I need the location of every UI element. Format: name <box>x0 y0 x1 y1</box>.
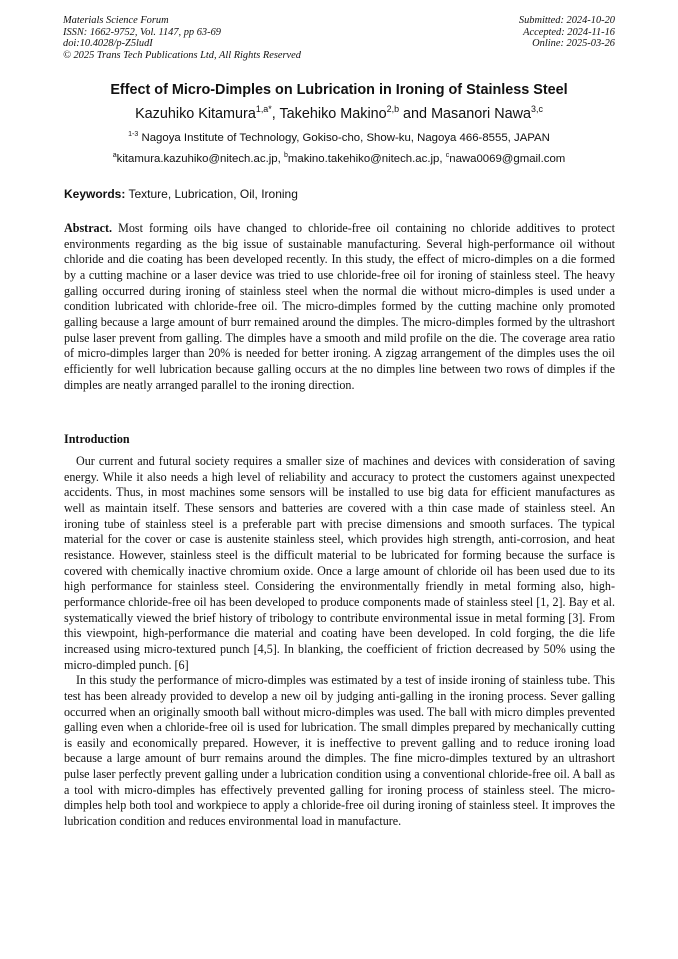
publication-dates <box>519 15 615 50</box>
author-list <box>0 105 678 123</box>
accepted-date: Accepted: 2024-11-16 <box>523 26 615 38</box>
copyright-line: © 2025 Trans Tech Publications Ltd, All Rights Reserved <box>63 50 301 62</box>
introduction-paragraph-2: In this study the performance of micro-dimples was estimated by a test of inside ironing of stainless tube. This test has been already provided to develop a new oil by judging anti-galling in the ironing process. Sever galling occurred when an originally smooth ball without micro-dimples was used. The ball with micro dimples prevented galling even when a chloride-free oil is used for lubrication. The small dimples prepared by mechanically cutting is easily and economically prepared. However, it is ineffective to prevent galling and to reduce ironing load because a large amount of burr remains around the dimples. The fine micro-dimples textured by an ultrashort pulse laser perfectly prevent galling under a lubrication condition using a conventional chloride-free oil. A ball as a tool with micro-dimples has effectively prevented galling for ironing process of stainless steel. The micro-dimples help both tool and workpiece to apply a chloride-free oil during ironing of stainless steel. It improves the lubrication condition and reduces environmental load in manufacture. <box>64 673 615 829</box>
doi-line: doi:10.4028/p-Z5ludI <box>63 38 153 50</box>
author-affil-mark: 1,a* <box>255 104 272 115</box>
abstract-paragraph <box>64 221 615 393</box>
online-date: Online: 2025-03-26 <box>532 38 615 50</box>
affiliation-mark: 1-3 <box>128 131 139 139</box>
journal-info <box>63 15 301 62</box>
keywords-label: Keywords: <box>64 187 126 201</box>
abstract-text: Most forming oils have changed to chloride-free oil containing no chloride additives to protect environments regarding as the big issue of sustainable manufacturing. Several high-performance oil without chloride and die coating has been developed recently. In this study, the effect of micro-dimples on a die formed by a cutting machine or a laser device was tried to use chloride-free oil for ironing of stainless steel. The heavy galling occurred during ironing of stainless steel when the normal die without micro-dimples is used under a condition lubricated with chloride-free oil. The micro-dimples formed by the cutting machine only promoted galling because a large amount of burr remained around the dimples. The micro-dimples formed by the ultrashort pulse laser prevent from galling. The dimples have a smooth and mild profile on the die. The coverage area ratio of micro-dimples larger than 20% is needed for better ironing. A zigzag arrangement of the dimples uses the oil efficiently for well lubrication because galling occurs at the no dimples line between two rows of dimples if the dimples are neatly arranged parallel to the ironing direction. <box>64 221 615 392</box>
affiliation <box>0 131 678 145</box>
email-mark: a <box>112 152 117 160</box>
issn-line: ISSN: 1662-9752, Vol. 1147, pp 63-69 <box>63 26 221 38</box>
keywords-value: Texture, Lubrication, Oil, Ironing <box>125 187 298 201</box>
email-mark: c <box>445 152 450 160</box>
author-affil-mark: 3,c <box>531 104 543 115</box>
author-separator: and <box>399 106 432 122</box>
section-heading-introduction: Introduction <box>64 432 130 446</box>
abstract <box>64 221 615 393</box>
email-link[interactable]: makino.takehiko@nitech.ac.jp, <box>287 153 446 165</box>
author-emails <box>0 152 678 166</box>
journal-name: Materials Science Forum <box>63 15 169 26</box>
paper-title: Effect of Micro-Dimples on Lubrication in Ironing of Stainless Steel <box>110 82 568 98</box>
email-link[interactable]: nawa0069@gmail.com <box>449 153 566 165</box>
email-link[interactable]: kitamura.kazuhiko@nitech.ac.jp, <box>116 153 284 165</box>
introduction-body <box>64 454 615 830</box>
submitted-date: Submitted: 2024-10-20 <box>518 15 615 26</box>
affiliation-text: Nagoya Institute of Technology, Gokiso-cho, Show-ku, Nagoya 466-8555, JAPAN <box>138 132 550 144</box>
author-separator: , <box>271 106 280 122</box>
abstract-label: Abstract. <box>64 221 113 235</box>
email-mark: b <box>283 152 288 160</box>
author-name: Takehiko Makino <box>279 106 387 122</box>
author-name: Kazuhiko Kitamura <box>135 106 256 122</box>
author-affil-mark: 2,b <box>386 104 400 115</box>
keywords <box>64 187 298 202</box>
introduction-paragraph-1: Our current and futural society requires a smaller size of machines and devices with consideration of saving energy. While it also needs a high level of reliability and accuracy to protect the customers against unexpected accidents. Thus, in most machines some sensors will be installed to use big data for efficient manufactures as well as maintain itself. These sensors and batteries are covered with a thin case made of stainless steel. An ironing tube of stainless steel is a preferable part with precise dimensions and smooth surfaces. The typical material for the cover or case is austenite stainless steel, which provides high strength, anti-corrosion, and heat resistance. However, stainless steel is the difficult material to be lubricated for forming because the surface is covered with chemically inactive chromium oxide. Once a large amount of chloride oil has been used due to its high performance for stainless steel. Considering the environmentally friendly in metal forming also, high-performance chloride-free oil has been developed to produce components made of stainless steel [1, 2]. Bay et al. systematically viewed the brief history of tribology to contribute environmental issue in metal forming [3]. From this viewpoint, high-performance die material and coating have been developed. In cold forging, the die life increased using micro-textured punch [4,5]. In blanking, the coefficient of friction decreased by 50% using the micro-dimpled punch. [6] <box>64 454 615 672</box>
author-name: Masanori Nawa <box>431 106 532 122</box>
